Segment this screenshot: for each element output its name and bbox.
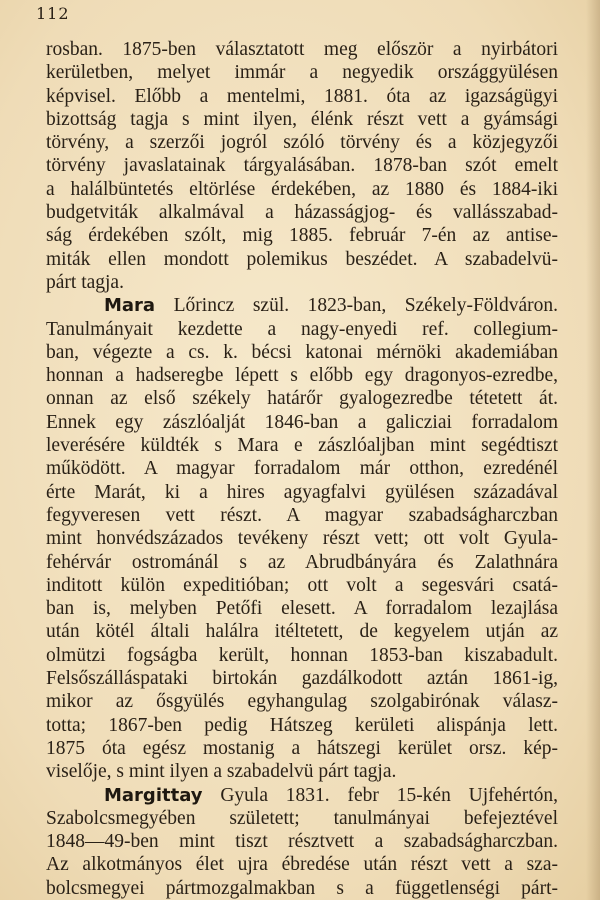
text-line: Tanulmányait kezdette a nagy-enyedi ref. collegium- bbox=[46, 318, 558, 340]
text-line: után kötél általi halálra itéltetett, de kegyelem utján az bbox=[46, 621, 558, 643]
text-line: ban is, melyben Petőfi elesett. A forradalom lezajlása bbox=[46, 598, 558, 620]
page-edge-shadow bbox=[586, 0, 600, 900]
text-line: képvisel. Előbb a mentelmi, 1881. óta az igazságügyi bbox=[46, 85, 558, 107]
text-line: érte Marát, ki a hires agyagfalvi gyülésen századával bbox=[46, 481, 558, 503]
entry-heading-line bbox=[46, 784, 558, 807]
text-line: 1875 óta egész mostanig a hátszegi kerület orsz. kép- bbox=[46, 737, 558, 759]
text-line: bizottság tagja s mint ilyen, élénk részt vett a gyámsági bbox=[46, 108, 558, 130]
text-line: mikor az ősgyülés egyhangulag szolgabirónak válasz- bbox=[46, 691, 558, 713]
text-line: budgetviták alkalmával a házasságjog- és vallásszabad- bbox=[46, 202, 558, 224]
text-line: törvény, a szerzői jogról szóló törvény és a közjegyzői bbox=[46, 132, 558, 154]
text-line: honnan a hadseregbe lépett s előbb egy dragonyos-ezredbe, bbox=[46, 365, 558, 387]
body-text bbox=[46, 38, 558, 900]
text-line: Felsőszálláspataki birtokán gazdálkodott aztán 1861-ig, bbox=[46, 668, 558, 690]
text-line: bolcsmegyei pártmozgalmakban s a függetlenségi párt- bbox=[46, 877, 558, 899]
entry-heading-text: Gyula 1831. febr 15-kén Ujfehértón, bbox=[202, 784, 558, 806]
text-line: viselője, s mint ilyen a szabadelvü párt tagja. bbox=[46, 761, 397, 783]
entry-heading-line bbox=[46, 294, 558, 317]
text-line: ság érdekében szólt, mig 1885. február 7-én az antise- bbox=[46, 225, 558, 247]
entry-name: Mara bbox=[104, 295, 156, 317]
text-line: párt tagja. bbox=[46, 271, 124, 293]
text-line: működött. A magyar forradalom már otthon, ezredénél bbox=[46, 458, 558, 480]
text-line: totta; 1867-ben pedig Hátszeg kerületi alispánja lett. bbox=[46, 714, 558, 736]
text-line: ban, végezte a cs. k. bécsi katonai mérnöki akademiában bbox=[46, 341, 558, 363]
text-line: kerületben, melyet immár a negyedik országgyülésen bbox=[46, 62, 558, 84]
text-line: rosban. 1875-ben választatott meg először a nyirbátori bbox=[46, 39, 558, 60]
text-line: miták ellen mondott polemikus beszédet. A szabadelvü- bbox=[46, 248, 558, 270]
text-line: inditott külön expeditióban; ott volt a segesvári csatá- bbox=[46, 574, 558, 596]
text-line: Az alkotmányos élet ujra ébredése után részt vett a sza- bbox=[46, 854, 558, 876]
text-line: törvény javaslatainak tárgyalásában. 1878-ban szót emelt bbox=[46, 155, 558, 177]
text-line: fehérvár ostrománál s az Abrudbányára és Zalathnára bbox=[46, 551, 558, 573]
text-line: fegyveresen vett részt. A magyar szabadságharczban bbox=[46, 504, 558, 526]
text-line: mint honvédszázados tevékeny részt vett; ott volt Gyula- bbox=[46, 528, 558, 550]
text-line: olmützi fogságba került, honnan 1853-ban kiszabadult. bbox=[46, 644, 558, 666]
entry-name: Margittay bbox=[104, 784, 203, 806]
entry-heading-text: Lőrincz szül. 1823-ban, Székely-Földváron. bbox=[155, 295, 558, 317]
text-line: leverésére küldték s Mara e zászlóaljban mint segédtiszt bbox=[46, 435, 558, 457]
text-line: a halálbüntetés eltörlése érdekében, az 1880 és 1884-iki bbox=[46, 178, 558, 200]
text-line: Ennek egy zászlóalját 1846-ban a galicziai forradalom bbox=[46, 411, 558, 433]
text-line: Szabolcsmegyében született; tanulmányai befejeztével bbox=[46, 807, 558, 829]
text-line: 1848—49-ben mint tiszt résztvett a szabadságharczban. bbox=[46, 831, 558, 853]
page-number: 112 bbox=[36, 4, 70, 23]
text-line: onnan az első székely határőr gyalogezredbe tétetett át. bbox=[46, 388, 558, 410]
